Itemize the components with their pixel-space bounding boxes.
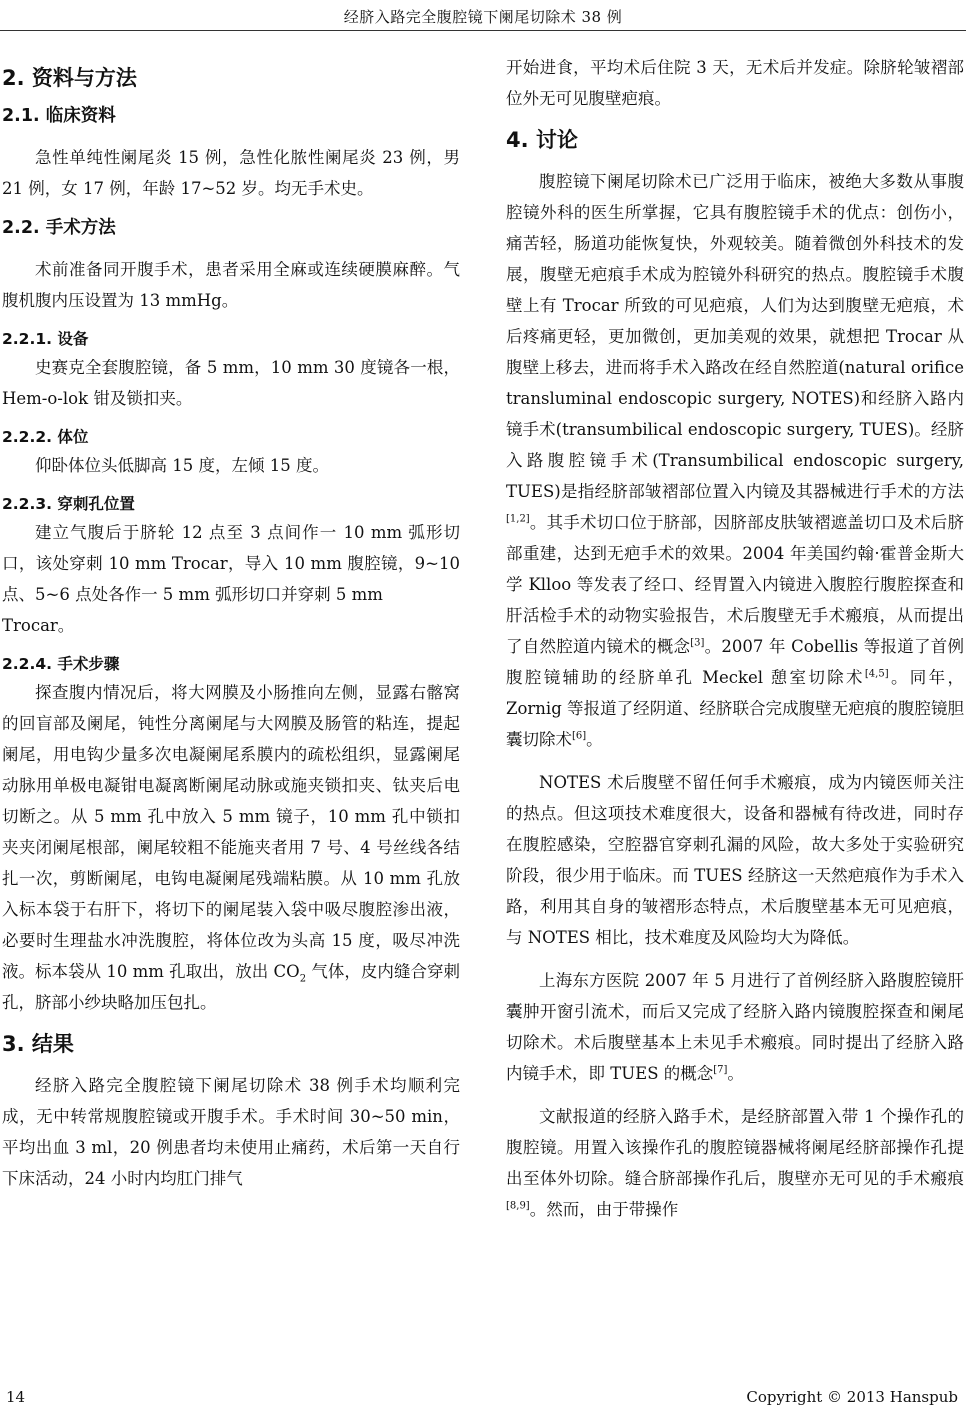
paragraph-discussion-3 [506, 965, 964, 1089]
header-rule [0, 30, 966, 31]
discussion-4-text-b: 。然而，由于带操作 [529, 1200, 679, 1219]
co2-subscript: 2 [299, 973, 307, 985]
section-heading-2-2: 2.2. 手术方法 [2, 218, 116, 238]
citation-3: [3] [690, 637, 705, 649]
section-heading-3: 3. 结果 [2, 1032, 74, 1056]
section-heading-2-2-4: 2.2.4. 手术步骤 [2, 655, 120, 673]
paragraph-surgical-method: 术前准备同开腹手术，患者采用全麻或连续硬膜麻醉。气腹机腹内压设置为 13 mmHg。 [2, 260, 460, 310]
discussion-1-text-e: 。 [586, 730, 603, 749]
discussion-3-text-b: 。 [727, 1064, 744, 1083]
paragraph-position: 仰卧体位头低脚高 15 度，左倾 15 度。 [35, 456, 329, 475]
paragraph-clinical-data: 急性单纯性阑尾炎 15 例，急性化脓性阑尾炎 23 例，男 21 例，女 17 例，年龄 17~52 岁。均无手术史。 [2, 148, 460, 198]
citation-1-2: [1,2] [506, 513, 530, 525]
section-heading-2: 2. 资料与方法 [2, 66, 137, 90]
section-heading-2-2-1: 2.2.1. 设备 [2, 330, 89, 348]
discussion-1-text-d: 。同年，Zornig 等报道了经阴道、经脐联合完成腹壁无疤痕的腹腔镜胆囊切除术 [506, 668, 965, 749]
puncture-text: 建立气腹后于脐轮 12 点至 3 点间作一 10 mm 弧形切口，该处穿刺 10 mm Trocar，导入 10 mm 腹腔镜，9~10 点、5~6 点处各作一 5 mm 弧形切口并穿刺 5 mm [2, 523, 460, 604]
discussion-3-text-a: 上海东方医院 2007 年 5 月进行了首例经脐入路腹腔镜肝囊肿开窗引流术，而后又完成了经脐入路内镜腹腔探查和阑尾切除术。术后腹壁基本上未见手术瘢痕。同时提出了经脐入路内镜手术，即 TUES 的概念 [506, 971, 964, 1083]
running-head: 经脐入路完全腹腔镜下阑尾切除术 38 例 [343, 8, 623, 26]
procedure-text-end: 气体，皮内缝合穿刺孔，脐部小纱块略加压包扎。 [2, 962, 461, 1012]
section-heading-2-2-3: 2.2.3. 穿刺孔位置 [2, 495, 135, 513]
left-column [2, 52, 460, 1206]
section-heading-2-1: 2.1. 临床资料 [2, 106, 116, 126]
paragraph-results: 经脐入路完全腹腔镜下阑尾切除术 38 例手术均顺利完成，无中转常规腹腔镜或开腹手术。手术时间 30~50 min，平均出血 3 ml，20 例患者均未使用止痛药，术后第一天自行下床活动，24 小时内均肛门排气 [2, 1076, 460, 1188]
section-heading-4: 4. 讨论 [506, 128, 578, 152]
discussion-4-text-a: 文献报道的经脐入路手术，是经脐部置入带 1 个操作孔的腹腔镜。用置入该操作孔的腹腔镜器械将阑尾经脐部操作孔提出至体外切除。缝合脐部操作孔后，腹壁亦无可见的手术瘢痕 [506, 1107, 964, 1188]
right-column [506, 52, 964, 1237]
paragraph-puncture-site [2, 517, 460, 610]
paragraph-puncture-site-end: Trocar。 [2, 616, 75, 635]
discussion-1-text-c: 。2007 年 Cobellis 等报道了首例腹腔镜辅助的经脐单孔 Meckel 憩室切除术 [506, 637, 964, 687]
paragraph-procedure [2, 677, 460, 1018]
discussion-1-text-a: 腹腔镜下阑尾切除术已广泛用于临床，被绝大多数从事腹腔镜外科的医生所掌握，它具有腹腔镜手术的优点：创伤小，痛苦轻，肠道功能恢复快，外观较美。随着微创外科技术的发展，腹壁无疤痕手术成为腔镜外科研究的热点。腹腔镜手术腹壁上有 Trocar 所致的可见疤痕，人们为达到腹壁无疤痕，术后疼痛更轻，更加微创，更加美观的效果，就想把 Trocar 从腹壁上移去，进而将手术入路改在经自然腔道(natural orifice transluminal endoscopic surgery, NOTES)和经脐入路内镜手术(transumbilical endoscopic surgery, TUES)。经脐入路腹腔镜手术(Transumbilical endoscopic surgery, TUES)是指经脐部皱褶部位置入内镜及其器械进行手术的方法 [506, 172, 964, 501]
copyright-notice: Copyright © 2013 Hanspub [746, 1388, 958, 1406]
paragraph-discussion-1 [506, 166, 964, 755]
paragraph-discussion-2: NOTES 术后腹壁不留任何手术瘢痕，成为内镜医师关注的热点。但这项技术难度很大，设备和器械有待改进，同时存在腹腔感染，空腔器官穿刺孔漏的风险，故大多处于实验研究阶段，很少用于临床。而 TUES 经脐这一天然疤痕作为手术入路，利用其自身的皱褶形态特点，术后腹壁基本无可见疤痕，与 NOTES 相比，技术难度及风险均大为降低。 [506, 773, 964, 947]
page-number: 14 [6, 1388, 26, 1406]
procedure-text: 探查腹内情况后，将大网膜及小肠推向左侧，显露右髂窝的回盲部及阑尾，钝性分离阑尾与大网膜及肠管的粘连，提起阑尾，用电钩少量多次电凝阑尾系膜内的疏松组织，显露阑尾动脉用单极电凝钳电凝离断阑尾动脉或施夹锁扣夹、钛夹后电切断之。从 5 mm 孔中放入 5 mm 镜子，10 mm 孔中锁扣夹夹闭阑尾根部，阑尾较粗不能施夹者用 7 号、4 号丝线各结扎一次，剪断阑尾，电钩电凝阑尾残端粘膜。从 10 mm 孔放入标本袋于右肝下，将切下的阑尾装入袋中吸尽腹腔渗出液，必要时生理盐水冲洗腹腔，将体位改为头高 15 度，吸尽冲洗液。标本袋从 10 mm 孔取出，放出 CO [2, 683, 460, 981]
citation-8-9: [8,9] [506, 1200, 530, 1212]
citation-6: [6] [572, 730, 587, 742]
citation-7: [7] [713, 1064, 728, 1076]
paragraph-results-cont: 开始进食，平均术后住院 3 天，无术后并发症。除脐轮皱褶部位外无可见腹壁疤痕。 [506, 58, 964, 108]
paragraph-discussion-4 [506, 1101, 964, 1225]
paragraph-equipment: 史赛克全套腹腔镜，备 5 mm，10 mm 30 度镜各一根，Hem-o-lok 钳及锁扣夹。 [2, 358, 460, 408]
section-heading-2-2-2: 2.2.2. 体位 [2, 428, 89, 446]
citation-4-5: [4,5] [864, 668, 889, 680]
discussion-1-text-b: 。其手术切口位于脐部，因脐部皮肤皱褶遮盖切口及术后脐部重建，达到无疤手术的效果。2004 年美国约翰·霍普金斯大学 Klloo 等发表了经口、经胃置入内镜进入腹腔行腹腔探查和肝活检手术的动物实验报告，术后腹壁无手术瘢痕，从而提出了自然腔道内镜术的概念 [506, 513, 964, 656]
